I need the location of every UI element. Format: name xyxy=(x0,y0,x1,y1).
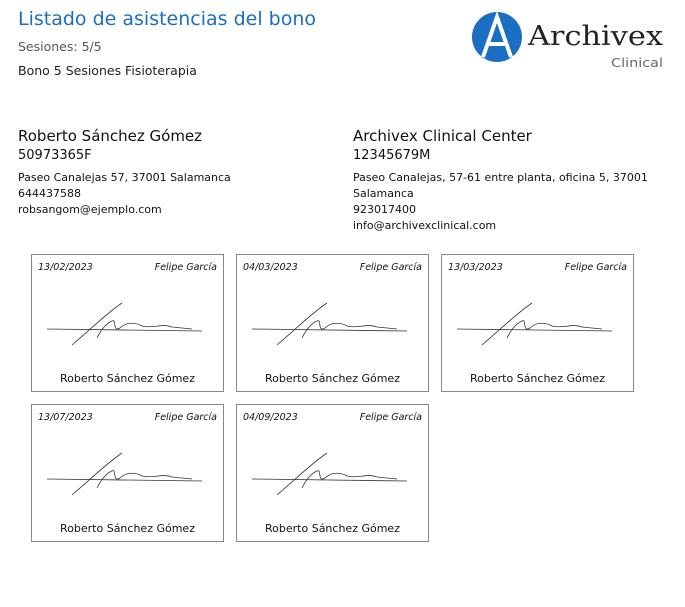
svg-text:Clinical: Clinical xyxy=(611,56,663,70)
center-info xyxy=(353,126,653,234)
patient-info xyxy=(18,126,318,218)
signature-image xyxy=(452,293,624,353)
page-title: Listado de asistencias del bono xyxy=(18,8,316,30)
session-professional: Felipe García xyxy=(359,262,422,273)
session-date: 13/07/2023 xyxy=(38,412,93,423)
session-card xyxy=(236,254,429,392)
session-professional: Felipe García xyxy=(154,412,217,423)
center-phone: 923017400 xyxy=(353,203,416,216)
signature-image xyxy=(42,443,214,503)
center-address: Paseo Canalejas, 57-61 entre planta, oficina 5, 37001 Salamanca xyxy=(353,171,648,200)
session-date: 13/03/2023 xyxy=(448,262,503,273)
session-card xyxy=(31,404,224,542)
archivex-logo xyxy=(471,9,671,71)
session-patient: Roberto Sánchez Gómez xyxy=(60,372,195,385)
patient-phone: 644437588 xyxy=(18,187,81,200)
signature-image xyxy=(247,443,419,503)
bono-name: Bono 5 Sesiones Fisioterapia xyxy=(18,63,197,78)
center-email: info@archivexclinical.com xyxy=(353,219,497,232)
signature-image xyxy=(42,293,214,353)
signature-image xyxy=(247,293,419,353)
session-professional: Felipe García xyxy=(154,262,217,273)
session-card xyxy=(31,254,224,392)
patient-id: 50973365F xyxy=(18,148,92,163)
session-patient: Roberto Sánchez Gómez xyxy=(265,372,400,385)
patient-address: Paseo Canalejas 57, 37001 Salamanca xyxy=(18,171,231,184)
patient-name: Roberto Sánchez Gómez xyxy=(18,127,203,145)
session-card xyxy=(236,404,429,542)
session-professional: Felipe García xyxy=(359,412,422,423)
session-patient: Roberto Sánchez Gómez xyxy=(60,522,195,535)
session-date: 13/02/2023 xyxy=(38,262,93,273)
session-date: 04/09/2023 xyxy=(243,412,298,423)
svg-text:Archivex: Archivex xyxy=(526,21,663,52)
session-card xyxy=(441,254,634,392)
center-name: Archivex Clinical Center xyxy=(353,127,532,145)
session-date: 04/03/2023 xyxy=(243,262,298,273)
sessions-count: Sesiones: 5/5 xyxy=(18,39,102,54)
session-patient: Roberto Sánchez Gómez xyxy=(470,372,605,385)
session-professional: Felipe García xyxy=(564,262,627,273)
center-id: 12345679M xyxy=(353,148,431,163)
patient-email: robsangom@ejemplo.com xyxy=(18,203,162,216)
session-patient: Roberto Sánchez Gómez xyxy=(265,522,400,535)
